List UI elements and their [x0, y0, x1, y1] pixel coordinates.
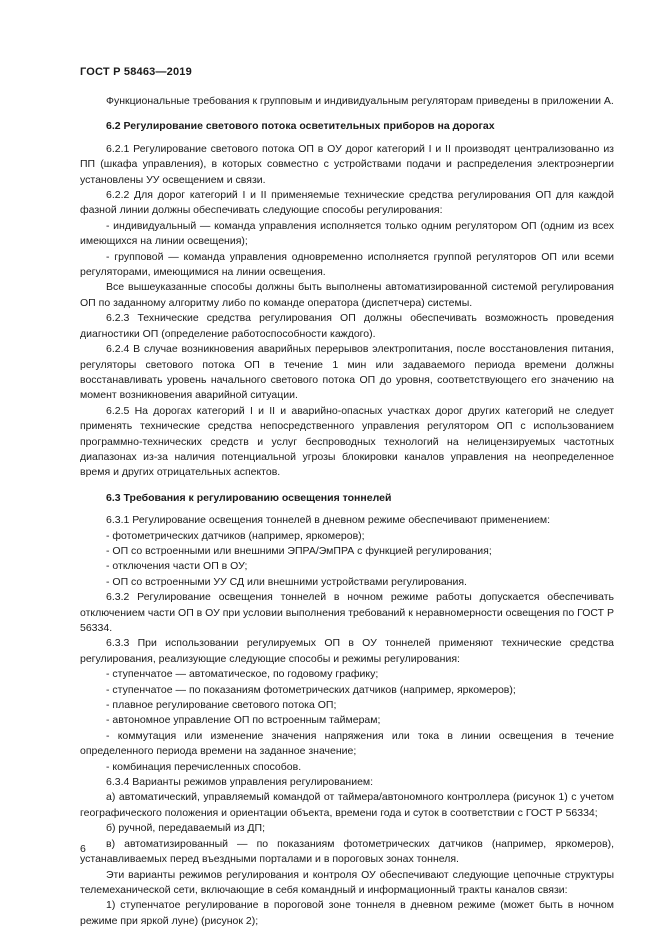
clause-6-2-4: 6.2.4 В случае возникновения аварийных перерывов электропитания, после восстановления питания, регуляторы светового потока ОП в течение 1 мин или задаваемого периода времени должны восстанавливать уровень начального светового потока ОП до уровня, соответствующего его значению на момент возникновения аварийной ситуации.	[80, 343, 614, 402]
list-item: - коммутация или изменение значения напряжения или тока в линии освещения в течение определенного периода времени на заданное значение;	[80, 729, 614, 758]
clause-6-3-4: 6.3.4 Варианты режимов управления регулированием:	[106, 776, 374, 789]
clause-6-3-2: 6.3.2 Регулирование освещения тоннелей в ночном режиме работы допускается обеспечивать отключением части ОП в ОУ при условии выполнения требований к неравномерности освещения по ГОСТ Р 56334.	[80, 591, 614, 634]
page-number: 6	[80, 843, 86, 855]
list-item: - групповой — команда управления одновременно исполняется группой регуляторов ОП или всеми регуляторами, имеющимися на линии освещения.	[80, 250, 614, 279]
document-body	[80, 94, 614, 929]
clause-6-2-2: 6.2.2 Для дорог категорий I и II применяемые технические средства регулирования ОП для каждой фазной линии должны обеспечивать следующие способы регулирования:	[80, 189, 614, 217]
list-item: - фотометрических датчиков (например, яркомеров);	[106, 529, 365, 542]
clause-6-3-1: 6.3.1 Регулирование освещения тоннелей в дневном режиме обеспечивают применением:	[106, 514, 551, 527]
list-item: в) автоматизированный — по показаниям фотометрических датчиков (например, яркомеров), устанавливаемых перед въездными порталами и в пороговых зонах тоннеля.	[80, 837, 614, 866]
clause-6-2-1: 6.2.1 Регулирование светового потока ОП в ОУ дорог категорий I и II производят централизованно из ПП (шкафа управления), в которых совместно с устройствами подачи и распределения электроэнергии установлены УУ освещением и связи.	[80, 142, 614, 186]
list-item: - ступенчатое — автоматическое, по годовому графику;	[106, 668, 379, 681]
paragraph-appendix-note: Функциональные требования к групповым и индивидуальным регуляторам приведены в приложении А.	[106, 95, 614, 107]
list-item: - ОП со встроенными или внешними ЭПРА/ЭмПРА с функцией регулирования;	[106, 544, 492, 557]
clause-6-3-3: 6.3.3 При использовании регулируемых ОП в ОУ тоннелей применяют технические средства регулирования, реализующие следующие способы и режимы регулирования:	[80, 637, 614, 665]
clause-6-2-5: 6.2.5 На дорогах категорий I и II и аварийно-опасных участках дорог других категорий не следует применять технические средства непосредственного управления регулятором ОП с использованием программно-технических средств и услуг беспроводных технологий на нелицензируемых частотных диапазонах из-за наличия потенциальной угрозы блокировки каналов управления на неопределенное время и других отрицательных аспектов.	[80, 404, 614, 479]
section-heading-6-2: 6.2 Регулирование светового потока осветительных приборов на дорогах	[106, 120, 495, 133]
list-item: - индивидуальный — команда управления исполняется только одним регулятором ОП (одним из всех имеющихся на линии освещения);	[80, 219, 614, 248]
paragraph: Все вышеуказанные способы должны быть выполнены автоматизированной системой регулирования ОП по заданному алгоритму либо по команде оператора (диспетчера) системы.	[80, 281, 614, 309]
list-item: - комбинация перечисленных способов.	[106, 760, 302, 773]
list-item: - автономное управление ОП по встроенным таймерам;	[106, 714, 381, 727]
list-item: - отключения части ОП в ОУ;	[106, 560, 248, 573]
list-item: - ступенчатое — по показаниям фотометрических датчиков (например, яркомеров);	[106, 683, 516, 696]
list-item: - ОП со встроенными УУ СД или внешними устройствами регулирования.	[106, 575, 467, 588]
section-heading-6-3: 6.3 Требования к регулированию освещения тоннелей	[106, 491, 392, 504]
paragraph: Эти варианты режимов регулирования и контроля ОУ обеспечивают следующие цепочные структуры телемеханической сети, включающие в себя командный и информационный тракты каналов связи:	[80, 868, 614, 896]
document-header: ГОСТ Р 58463—2019	[80, 66, 192, 78]
list-item: - плавное регулирование светового потока ОП;	[106, 699, 337, 712]
list-item: 1) ступенчатое регулирование в пороговой зоне тоннеля в дневном режиме (может быть в ночном режиме при яркой луне) (рисунок 2);	[80, 899, 614, 927]
clause-6-2-3: 6.2.3 Технические средства регулирования ОП должны обеспечивать возможность проведения диагностики ОП (определение работоспособности каждого).	[80, 312, 614, 340]
list-item: а) автоматический, управляемый командой от таймера/автономного контроллера (рисунок 1) с учетом географического положения и ориентации объекта, времени года и суток в соответствии с ГОСТ Р 56334;	[80, 791, 614, 819]
list-item: б) ручной, передаваемый из ДП;	[106, 822, 266, 835]
